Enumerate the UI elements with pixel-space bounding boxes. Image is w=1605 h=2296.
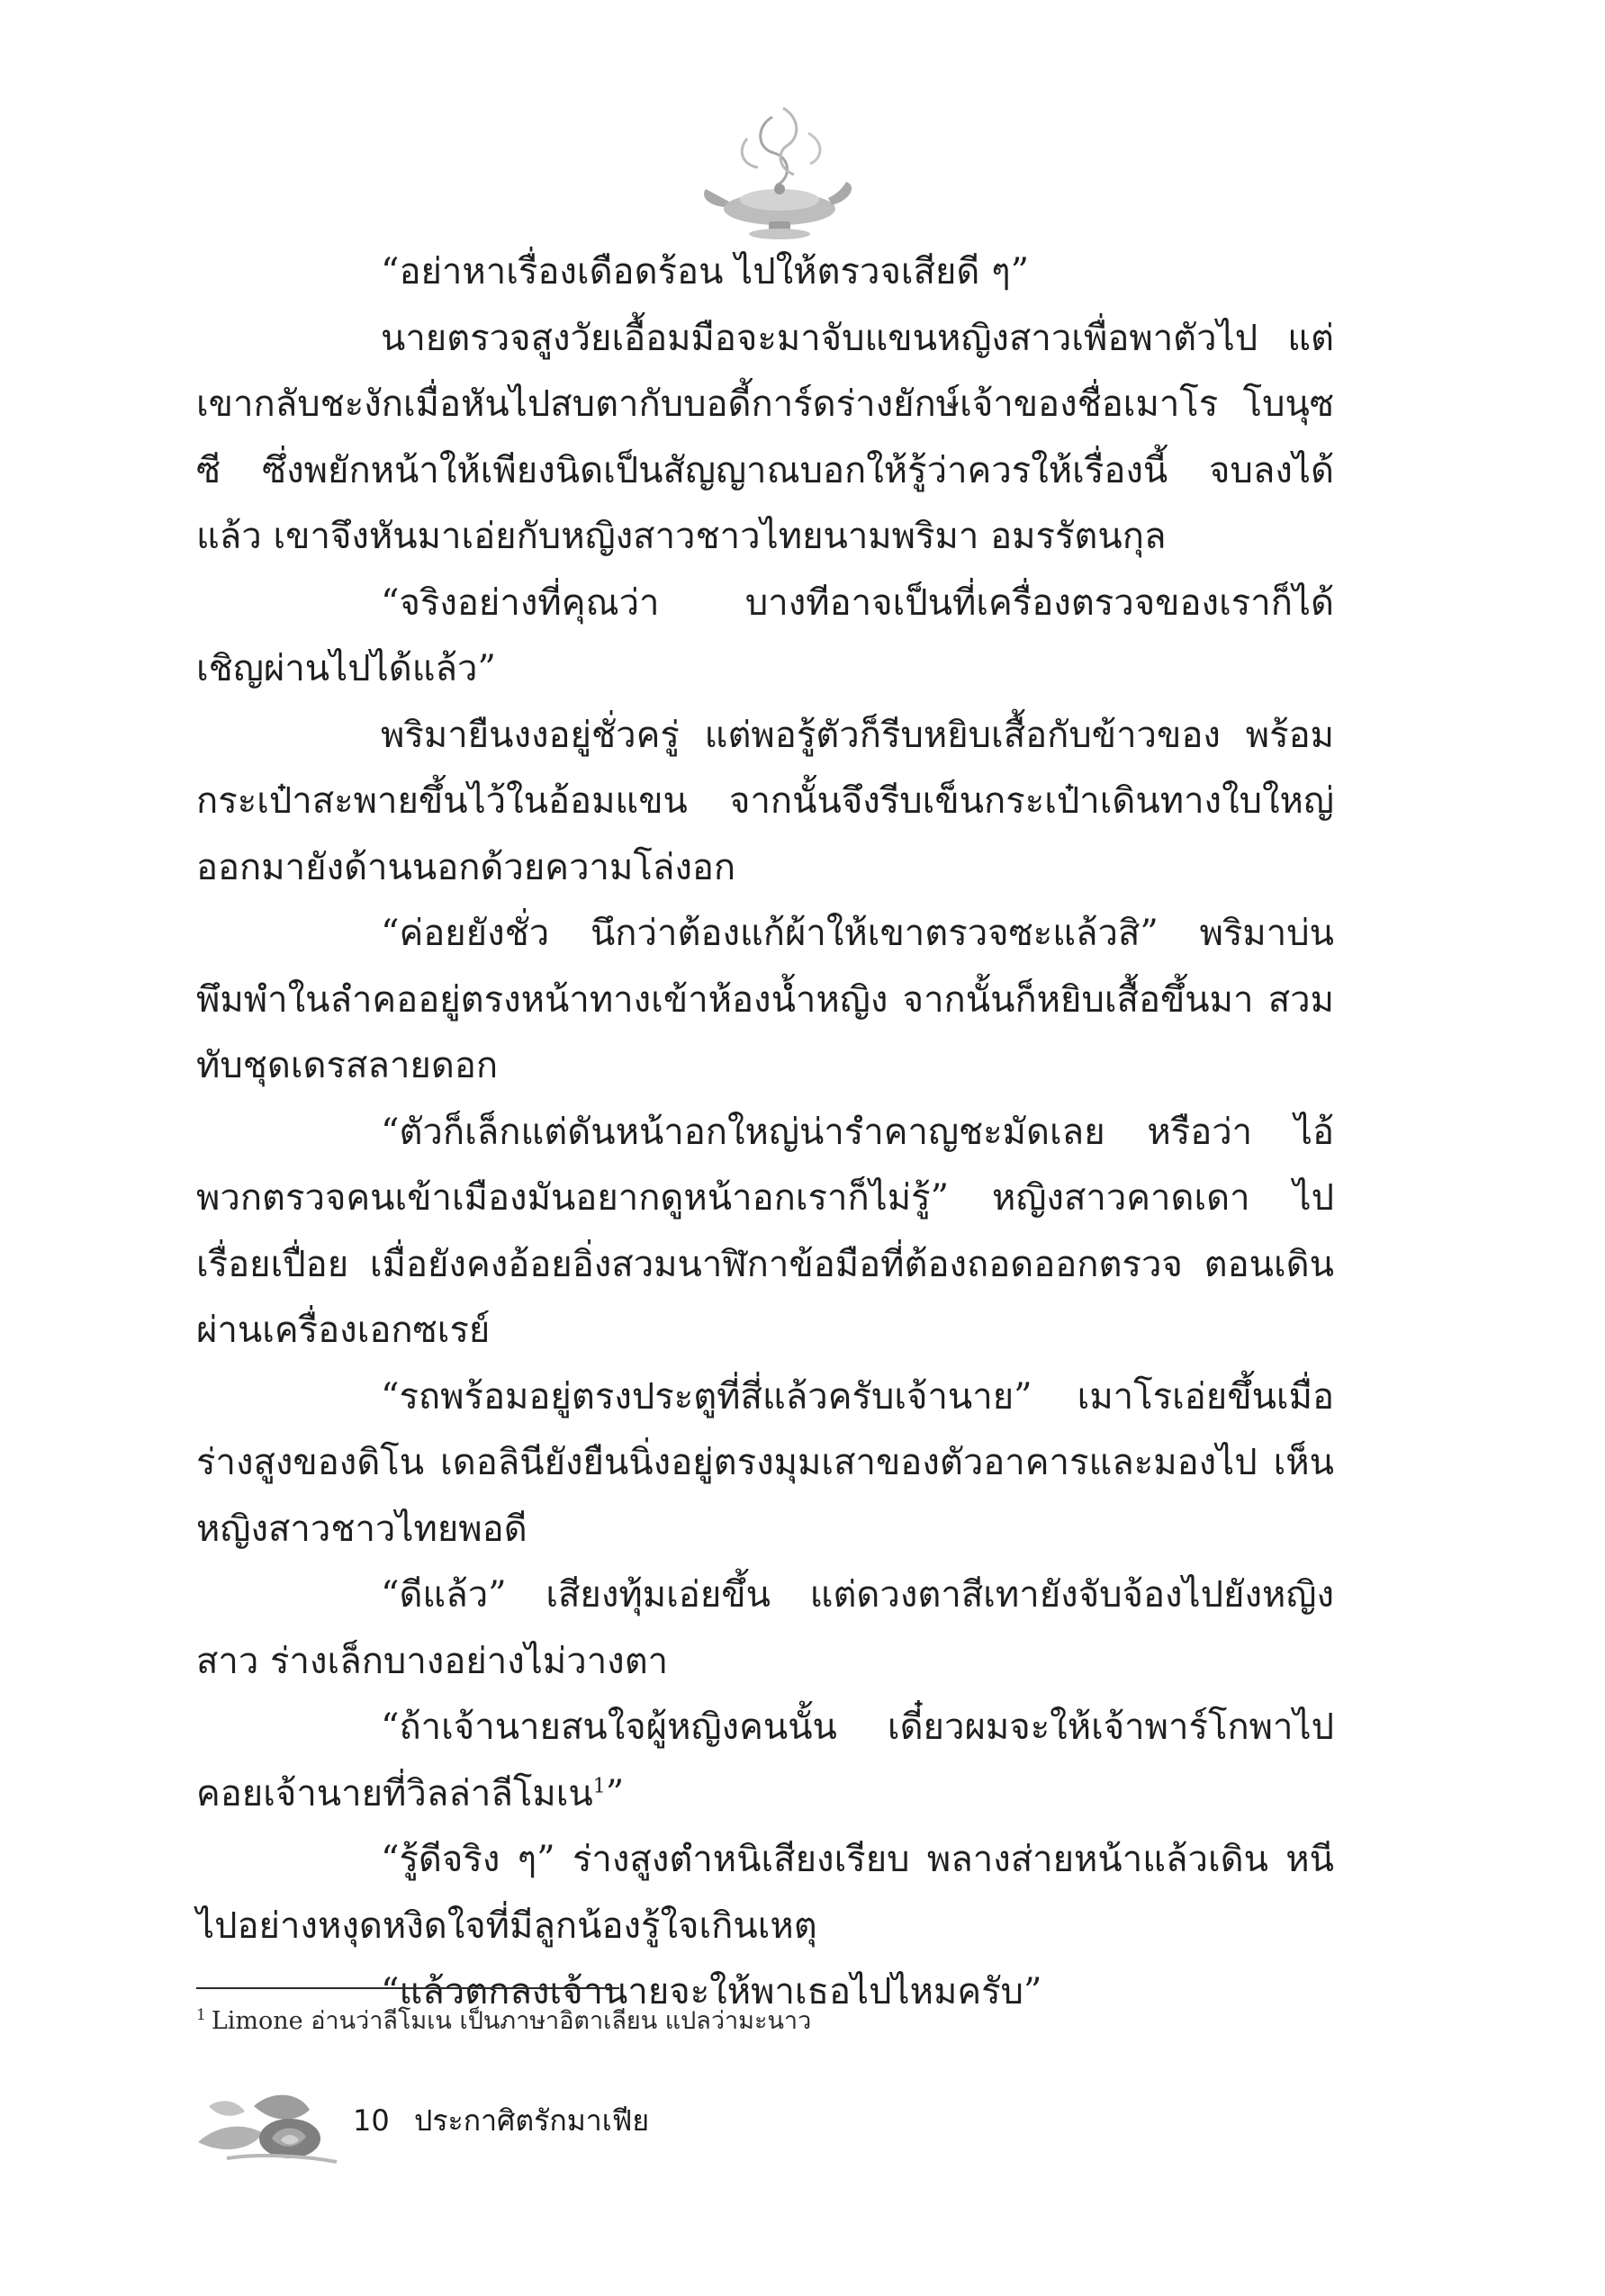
closing-quote: ” bbox=[605, 1772, 625, 1814]
paragraph-text: “ถ้าเจ้านายสนใจผู้หญิงคนนั้น เดี๋ยวผมจะให้เจ้าพาร์โกพาไป คอยเจ้านายที่วิลล่าลีโมเน bbox=[196, 1706, 1334, 1814]
book-title: ประกาศิตรักมาเฟีย bbox=[414, 2103, 650, 2138]
paragraph: “รถพร้อมอยู่ตรงประตูที่สี่แล้วครับเจ้านาย” เมาโรเอ่ยขึ้นเมื่อ ร่างสูงของดิโน เดอลินียังยืนนิ่งอยู่ตรงมุมเสาของตัวอาคารและมองไป เห็นหญิงสาวชาวไทยพอดี bbox=[196, 1375, 1334, 1550]
paragraph: “ดีแล้ว” เสียงทุ้มเอ่ยขึ้น แต่ดวงตาสีเทายังจับจ้องไปยังหญิงสาว ร่างเล็กบางอย่างไม่วางตา bbox=[196, 1574, 1334, 1682]
paragraph: พริมายืนงงอยู่ชั่วครู่ แต่พอรู้ตัวก็รีบหยิบเสื้อกับข้าวของ พร้อม กระเป๋าสะพายขึ้นไว้ในอ้อมแขน จากนั้นจึงรีบเข็นกระเป๋าเดินทางใบใหญ่ ออกมายังด้านนอกด้วยความโล่งอก bbox=[196, 714, 1334, 888]
page-number: 10 bbox=[353, 2103, 390, 2138]
paragraph: นายตรวจสูงวัยเอื้อมมือจะมาจับแขนหญิงสาวเพื่อพาตัวไป แต่เขากลับชะงักเมื่อหันไปสบตากับบอดี้การ์ดร่างยักษ์เจ้าของชื่อเมาโร โบนุซซี ซึ่งพยักหน้าให้เพียงนิดเป็นสัญญาณบอกให้รู้ว่าควรให้เรื่องนี้ จบลงได้แล้ว เขาจึงหันมาเอ่ยกับหญิงสาวชาวไทยนามพริมา อมรรัตนกุล bbox=[196, 317, 1334, 557]
footnote-text: Limone อ่านว่าลีโมเน เป็นภาษาอิตาเลียน แปลว่ามะนาว bbox=[211, 2007, 812, 2035]
genie-lamp-icon bbox=[693, 99, 864, 243]
paragraph: “จริงอย่างที่คุณว่า บางทีอาจเป็นที่เครื่องตรวจของเราก็ได้ เชิญผ่านไปได้แล้ว” bbox=[196, 581, 1334, 689]
paragraph: “รู้ดีจริง ๆ” ร่างสูงตำหนิเสียงเรียบ พลางส่ายหน้าแล้วเดิน หนีไปอย่างหงุดหงิดใจที่มีลูกน้องรู้ใจเกินเหตุ bbox=[196, 1839, 1334, 1947]
paragraph: “แล้วตกลงเจ้านายจะให้พาเธอไปไหมครับ” bbox=[381, 1971, 1042, 2012]
paragraph-with-footnote bbox=[196, 1695, 1334, 1827]
footnote-number: 1 bbox=[196, 2006, 206, 2024]
paragraph: “ตัวก็เล็กแต่ดันหน้าอกใหญ่น่ารำคาญชะมัดเลย หรือว่า ไอ้พวกตรวจคนเข้าเมืองมันอยากดูหน้าอกเราก็ไม่รู้” หญิงสาวคาดเดา ไปเรื่อยเปื่อย เมื่อยังคงอ้อยอิ่งสวมนาฬิกาข้อมือที่ต้องถอดออกตรวจ ตอนเดินผ่านเครื่องเอกซเรย์ bbox=[196, 1111, 1334, 1351]
body-text bbox=[196, 239, 1334, 2026]
paragraph: “อย่าหาเรื่องเดือดร้อน ไปให้ตรวจเสียดี ๆ” bbox=[381, 251, 1030, 293]
footnote-divider bbox=[196, 1987, 619, 1989]
footnote bbox=[196, 2003, 1334, 2039]
footnote-reference[interactable]: 1 bbox=[592, 1775, 606, 1798]
paragraph: “ค่อยยังชั่ว นึกว่าต้องแก้ผ้าให้เขาตรวจซะแล้วสิ” พริมาบ่น พึมพำในลำคออยู่ตรงหน้าทางเข้าห้องน้ำหญิง จากนั้นก็หยิบเสื้อขึ้นมา สวมทับชุดเดรสลายดอก bbox=[196, 913, 1334, 1086]
rose-icon bbox=[191, 2070, 344, 2169]
